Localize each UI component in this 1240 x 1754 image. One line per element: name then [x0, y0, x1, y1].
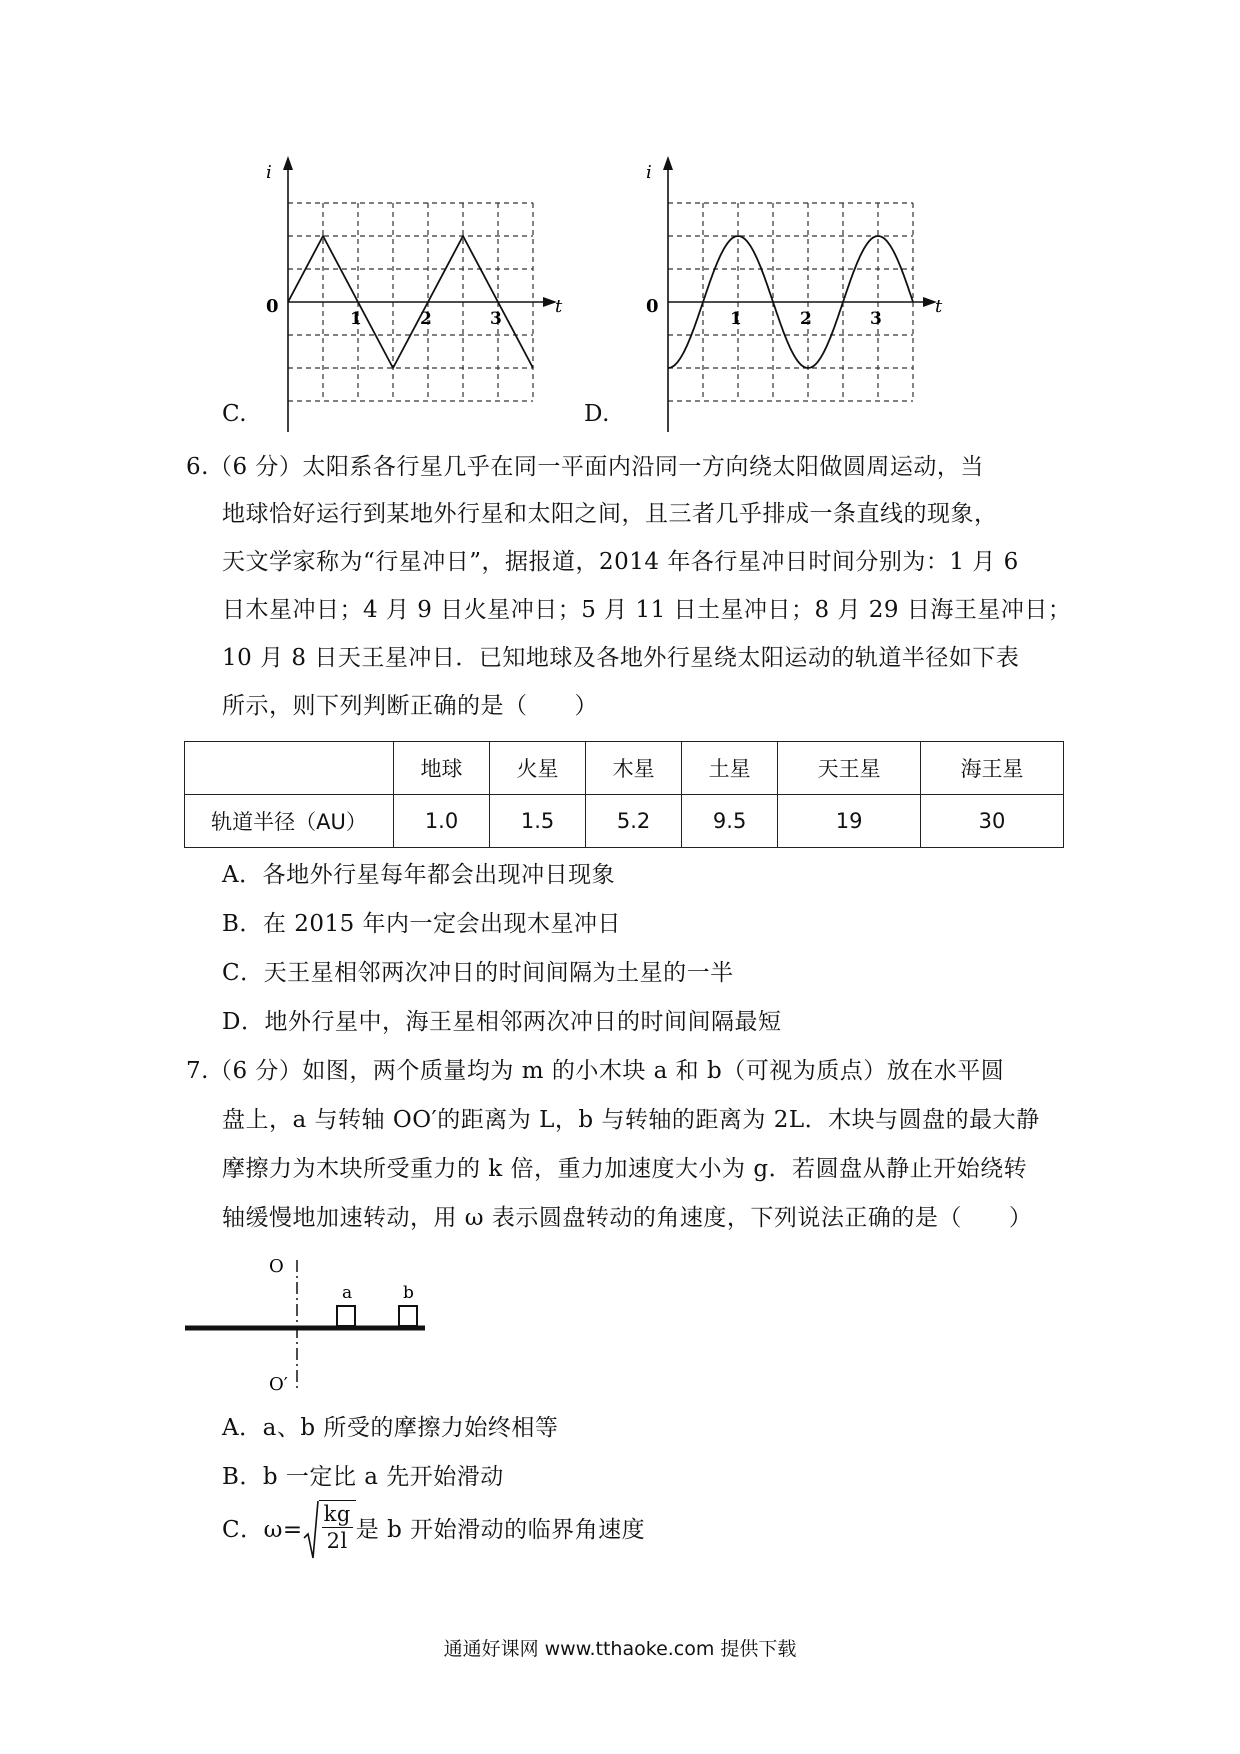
- disc-diagram: [185, 1250, 435, 1400]
- table-header-cell: 土星: [682, 742, 778, 795]
- q7-option-c-prefix: C．ω=: [222, 1517, 303, 1543]
- table-cell: 1.0: [394, 795, 490, 848]
- q6-line: 所示，则下列判断正确的是（ ）: [222, 693, 598, 719]
- origin-label: 0: [646, 296, 659, 317]
- graph-d: [620, 150, 943, 440]
- tick-label: 1: [350, 309, 362, 329]
- table-header-row: [185, 742, 1064, 795]
- q6-option-d: D．地外行星中，海王星相邻两次冲日的时间间隔最短: [222, 1009, 782, 1035]
- axis-label-bottom: O′: [269, 1374, 288, 1395]
- block-a: [337, 1306, 355, 1326]
- table-header-cell: 火星: [490, 742, 586, 795]
- origin-label: 0: [266, 296, 279, 317]
- q6-line: 日木星冲日；4 月 9 日火星冲日；5 月 11 日土星冲日；8 月 29 日海王星冲日；: [222, 597, 1072, 623]
- q7-line: 摩擦力为木块所受重力的 k 倍，重力加速度大小为 g．若圆盘从静止开始绕转: [222, 1156, 1028, 1182]
- rotating-disc-figure: [185, 1250, 435, 1400]
- page-footer: 通通好课网 www.tthaoke.com 提供下载: [443, 1638, 797, 1660]
- graph-c: [240, 150, 563, 440]
- fraction-numerator: kg: [323, 1502, 351, 1526]
- table-cell: 19: [778, 795, 921, 848]
- tick-label: 2: [420, 309, 432, 329]
- table-header-cell: 天王星: [778, 742, 921, 795]
- table-header-cell: 木星: [586, 742, 682, 795]
- sqrt-sign-icon: [303, 1500, 319, 1560]
- q6-option-c: C．天王星相邻两次冲日的时间间隔为土星的一半: [222, 960, 734, 986]
- table-row-label: 轨道半径（AU）: [185, 795, 394, 848]
- sqrt-formula: [303, 1500, 356, 1560]
- q7-line: 7.（6 分）如图，两个质量均为 m 的小木块 a 和 b（可视为质点）放在水平圆: [186, 1058, 1005, 1084]
- graph-d-option-label: D.: [584, 401, 610, 427]
- q7-option-a: A．a、b 所受的摩擦力始终相等: [222, 1415, 559, 1441]
- table-cell: 5.2: [586, 795, 682, 848]
- table-header-cell: 地球: [394, 742, 490, 795]
- tick-label: 2: [800, 309, 812, 329]
- y-axis-label: i: [266, 162, 272, 183]
- tick-label: 1: [730, 309, 742, 329]
- q6-option-b: B．在 2015 年内一定会出现木星冲日: [222, 911, 622, 937]
- q7-line: 轴缓慢地加速转动，用 ω 表示圆盘转动的角速度，下列说法正确的是（ ）: [222, 1205, 1033, 1231]
- y-axis-label: i: [646, 162, 652, 183]
- q7-option-b: B．b 一定比 a 先开始滑动: [222, 1464, 504, 1490]
- tick-label: 3: [490, 309, 502, 329]
- axis-label-top: O: [269, 1256, 284, 1277]
- table-cell: 1.5: [490, 795, 586, 848]
- q6-line: 6.（6 分）太阳系各行星几乎在同一平面内沿同一方向绕太阳做圆周运动，当: [186, 454, 984, 480]
- y-axis-arrow: [283, 156, 293, 170]
- graph-d-plot: [620, 150, 943, 440]
- table-cell: 30: [921, 795, 1064, 848]
- graph-c-plot: [240, 150, 563, 440]
- q7-line: 盘上，a 与转轴 OO′的距离为 L，b 与转轴的距离为 2L．木块与圆盘的最大静: [222, 1107, 1040, 1133]
- graph-c-option-label: C.: [222, 401, 248, 427]
- y-axis-arrow: [663, 156, 673, 170]
- q6-line: 10 月 8 日天王星冲日．已知地球及各地外行星绕太阳运动的轨道半径如下表: [222, 645, 1020, 671]
- table-header-cell: [185, 742, 394, 795]
- table-cell: 9.5: [682, 795, 778, 848]
- block-b-label: b: [403, 1283, 414, 1303]
- q6-option-a: A．各地外行星每年都会出现冲日现象: [222, 862, 616, 888]
- block-a-label: a: [342, 1283, 353, 1303]
- table-header-cell: 海王星: [921, 742, 1064, 795]
- block-b: [399, 1306, 417, 1326]
- x-axis-label: t: [555, 296, 563, 317]
- q6-line: 地球恰好运行到某地外行星和太阳之间，且三者几乎排成一条直线的现象，: [222, 501, 998, 527]
- table-row: [185, 795, 1064, 848]
- x-axis-label: t: [935, 296, 943, 317]
- q7-option-c-suffix: 是 b 开始滑动的临界角速度: [355, 1517, 646, 1543]
- q7-option-c: [222, 1500, 645, 1560]
- tick-label: 3: [870, 309, 882, 329]
- q6-line: 天文学家称为“行星冲日”，据报道，2014 年各行星冲日时间分别为：1 月 6: [222, 549, 1019, 575]
- orbit-radius-table: [184, 741, 1064, 848]
- fraction-denominator: 2l: [326, 1529, 348, 1553]
